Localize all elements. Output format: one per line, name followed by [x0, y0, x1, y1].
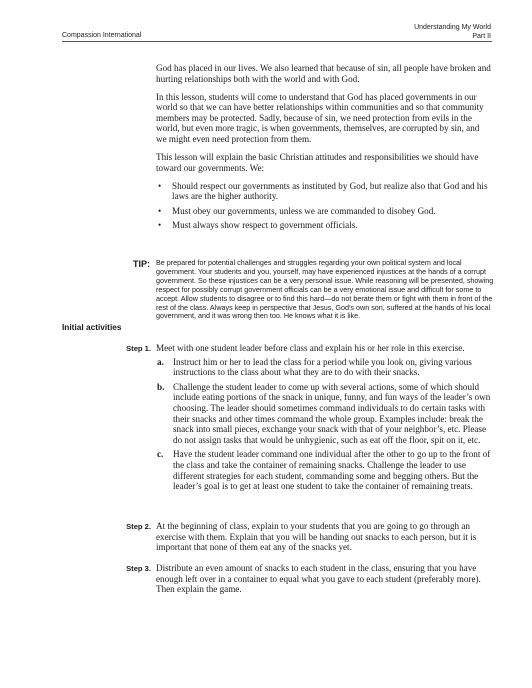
sub-item — [156, 449, 496, 491]
sub-item-letter: a. — [157, 356, 164, 367]
header-org: Compassion International — [62, 32, 142, 39]
intro-section — [156, 63, 492, 234]
step-sublist — [156, 357, 496, 492]
list-item — [156, 181, 492, 202]
list-item — [156, 206, 492, 217]
tip-text: Be prepared for potential challenges and struggles regarding your own political system and local government. Your students and you, yourself, may have experienced injustices at the hands of a corrupt government. So these injustices can be a very personal issue. While reasoning will be presented, showing respect for possibly corrupt government officials can be a very emotional issue and difficult for some to accept. Allow students to disagree or to find this hard—do not berate them or fight with them in front of the rest of the class. Always keep in perspective that Jesus, God’s own son, suffered at the hands of his local government, and it was wrong then too. He knows what it is like. — [156, 258, 494, 321]
header-doc-info — [414, 23, 491, 41]
sub-item-text: Challenge the student leader to come up with several actions, some of which should include eating portions of the snack in unique, funny, and fun ways of the leader’s own choosing. The leader should sometimes command individuals to do certain tasks with their snacks and other times command the whole group. Examples include: break the snack into small pieces, exchange your snack with that of your neighbor’s, etc. Please do not assign tasks that would be unhygienic, such as eat off the floor, spit on it, etc. — [173, 381, 491, 445]
header-rule — [62, 41, 492, 42]
section-title: Initial activities — [62, 322, 122, 332]
intro-paragraph-3: This lesson will explain the basic Christian attitudes and responsibilities we should have toward our governments. We: — [156, 152, 479, 173]
step-label: Step 2. — [126, 522, 151, 531]
step-text: At the beginning of class, explain to your students that you are going to go through an exercise with them. Explain that you will be handing out snacks to each person, but it is important that none of them eat any of the snacks yet. — [156, 521, 477, 553]
sub-item-letter: c. — [157, 449, 164, 460]
step-text: Distribute an even amount of snacks to each student in the class, ensuring that you have enough left over in a container to equal what you gave to each student (preferably more). Then explain the game. — [156, 563, 481, 595]
list-item-text: Should respect our governments as instituted by God, but realize also that God and his laws are the higher authority. — [172, 180, 488, 202]
bullet-icon: • — [158, 180, 162, 191]
intro-paragraph-1: God has placed in our lives. We also learned that because of sin, all people have broken and hurting relationships both with the world and with God. — [156, 63, 491, 84]
header-doc-title: Understanding My World — [414, 24, 491, 31]
step-label: Step 1. — [126, 344, 151, 353]
sub-item-letter: b. — [157, 381, 165, 392]
sub-item-text: Have the student leader command one individual after the other to go up to the front of the class and take the container of remaining snacks. Challenge the leader to use different strategies for each student, commanding some and begging others. But the leader’s goal is to get at least one student to take the container of remaining treats. — [173, 449, 491, 492]
bullet-icon: • — [158, 205, 162, 216]
tip-label: TIP: — [133, 259, 150, 269]
sub-item — [156, 382, 496, 446]
attitude-list — [156, 181, 492, 230]
header-part: Part II — [472, 33, 491, 40]
step-label: Step 3. — [126, 564, 151, 573]
list-item — [156, 220, 492, 231]
sub-item — [156, 357, 496, 378]
list-item-text: Must obey our governments, unless we are commanded to disobey God. — [172, 205, 436, 216]
intro-paragraph-2: In this lesson, students will come to understand that God has placed governments in our world so that we can have better relationships within communities and so that community members may be protected. Sadly, because of sin, we need protection from evils in the world, but even more tragic, is when governments, themselves, are corrupted by sin, and we might even need protection from them. — [156, 91, 484, 145]
bullet-icon: • — [158, 219, 162, 230]
sub-item-text: Instruct him or her to lead the class for a period while you look on, giving various instructions to the class about what they are to do with their snacks. — [173, 356, 472, 378]
step-text: Meet with one student leader before class and explain his or her role in this exercise. — [156, 343, 465, 353]
list-item-text: Must always show respect to government officials. — [172, 219, 358, 230]
step-body — [156, 343, 496, 496]
